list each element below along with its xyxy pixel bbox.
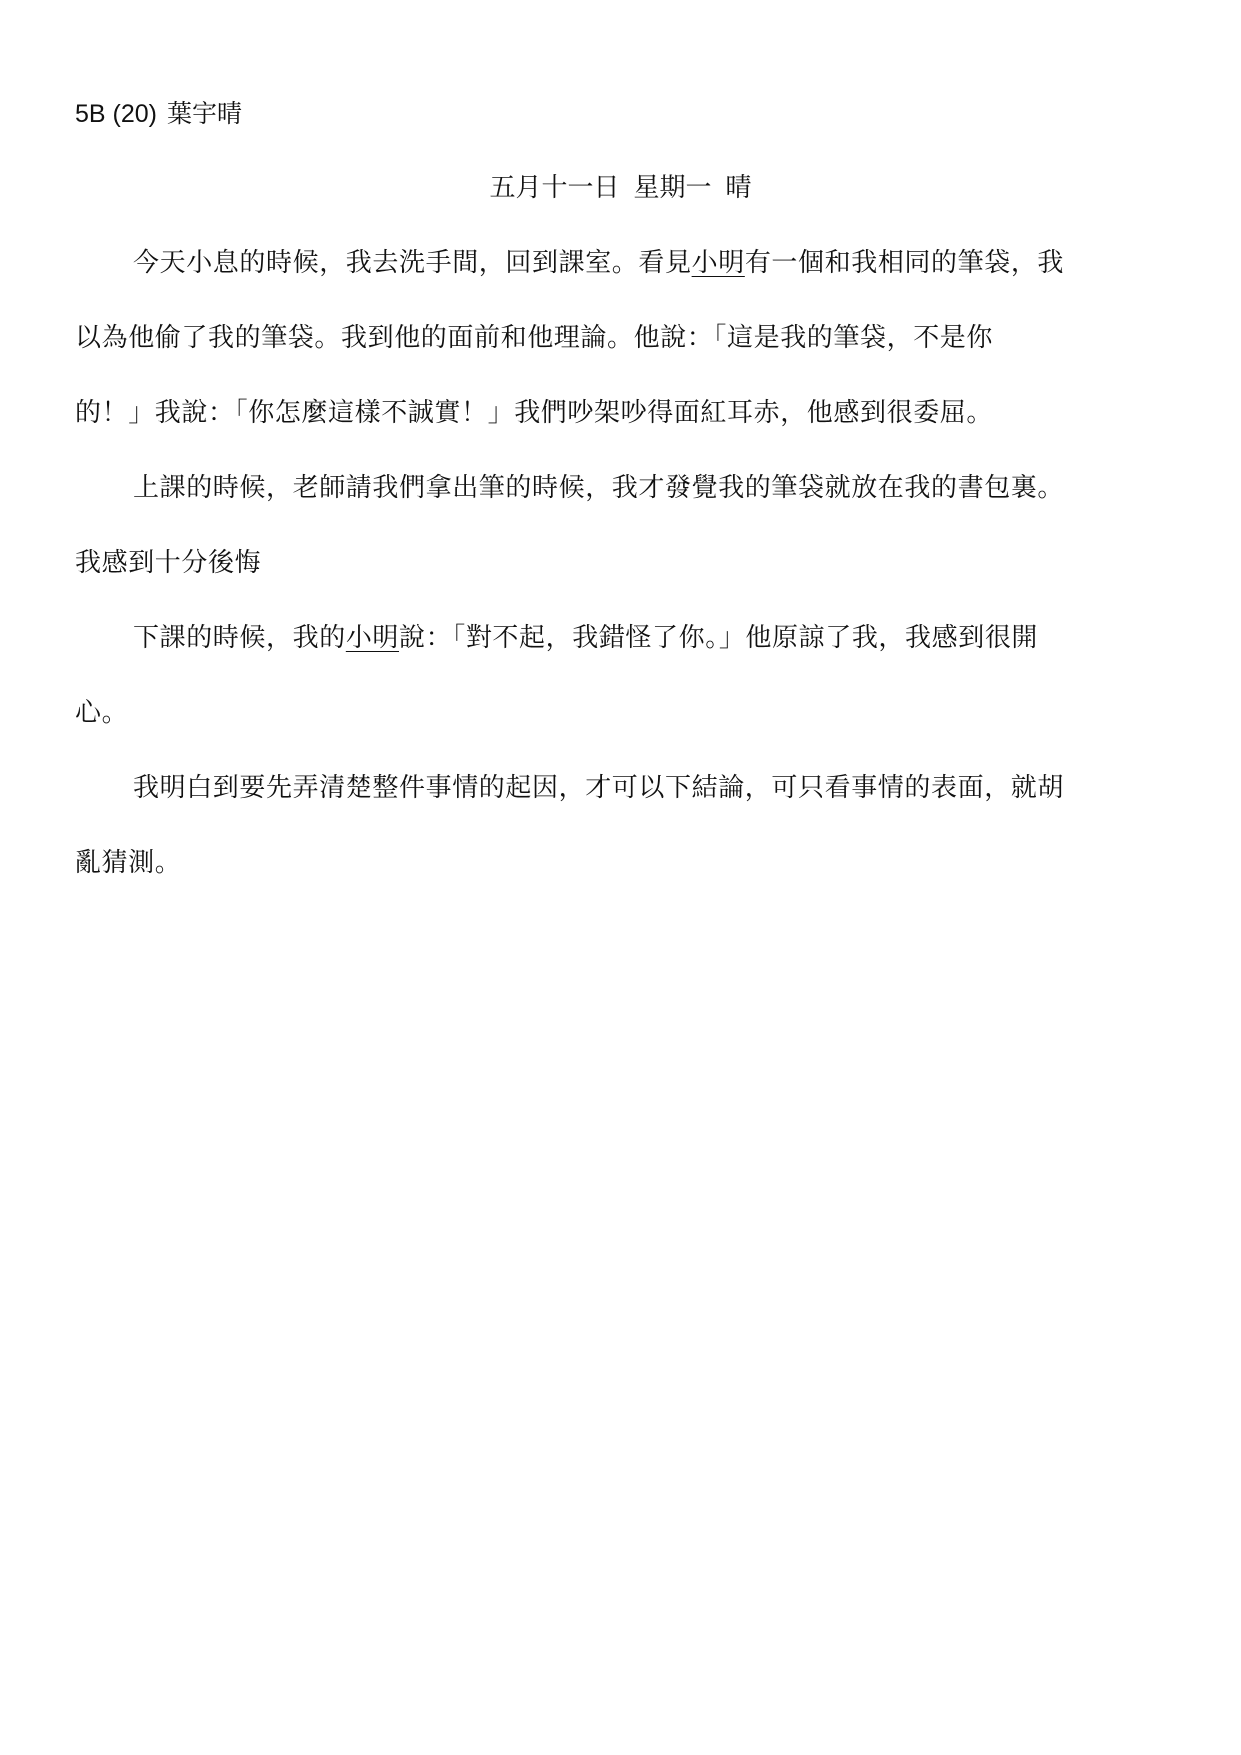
diary-date-line: [0, 170, 1241, 206]
paragraph-2-line-2: 我感到十分後悔: [75, 548, 262, 578]
text-segment: 有一個和我相同的筆袋，我: [744, 248, 1065, 278]
paragraph-3-line-1: [133, 620, 1038, 656]
paragraph-1-line-2: 以為他偷了我的筆袋。我到他的面前和他理論。他說：「這是我的筆袋，不是你: [75, 323, 994, 353]
text-segment: 今天小息的時候，我去洗手間，回到課室。看見: [133, 248, 692, 278]
class-number: 5B (20): [75, 100, 157, 128]
text-segment: 說：「對不起，我錯怪了你。」他原諒了我，我感到很開: [399, 623, 1039, 653]
diary-date: 五月十一日: [489, 173, 620, 203]
name-xiaoming: 小明: [691, 248, 745, 278]
text-segment: 下課的時候，我的: [133, 623, 346, 653]
diary-weather: 晴: [725, 173, 752, 203]
paragraph-2-line-1: 上課的時候，老師請我們拿出筆的時候，我才發覺我的筆袋就放在我的書包裏。: [133, 473, 1065, 503]
name-xiaoming: 小明: [345, 623, 400, 653]
paragraph-3-line-2: 心。: [75, 698, 129, 728]
paragraph-1-line-3: 的！」我說：「你怎麼這樣不誠實！」我們吵架吵得面紅耳赤，他感到很委屈。: [75, 398, 994, 428]
student-name: 葉宇晴: [166, 100, 242, 128]
student-info: [75, 96, 242, 132]
paragraph-1-line-1: [133, 245, 1064, 281]
diary-weekday: 星期一: [633, 173, 712, 203]
paragraph-4-line-1: 我明白到要先弄清楚整件事情的起因，才可以下結論，可只看事情的表面，就胡: [133, 773, 1065, 803]
paragraph-4-line-2: 亂猜測。: [75, 848, 182, 878]
